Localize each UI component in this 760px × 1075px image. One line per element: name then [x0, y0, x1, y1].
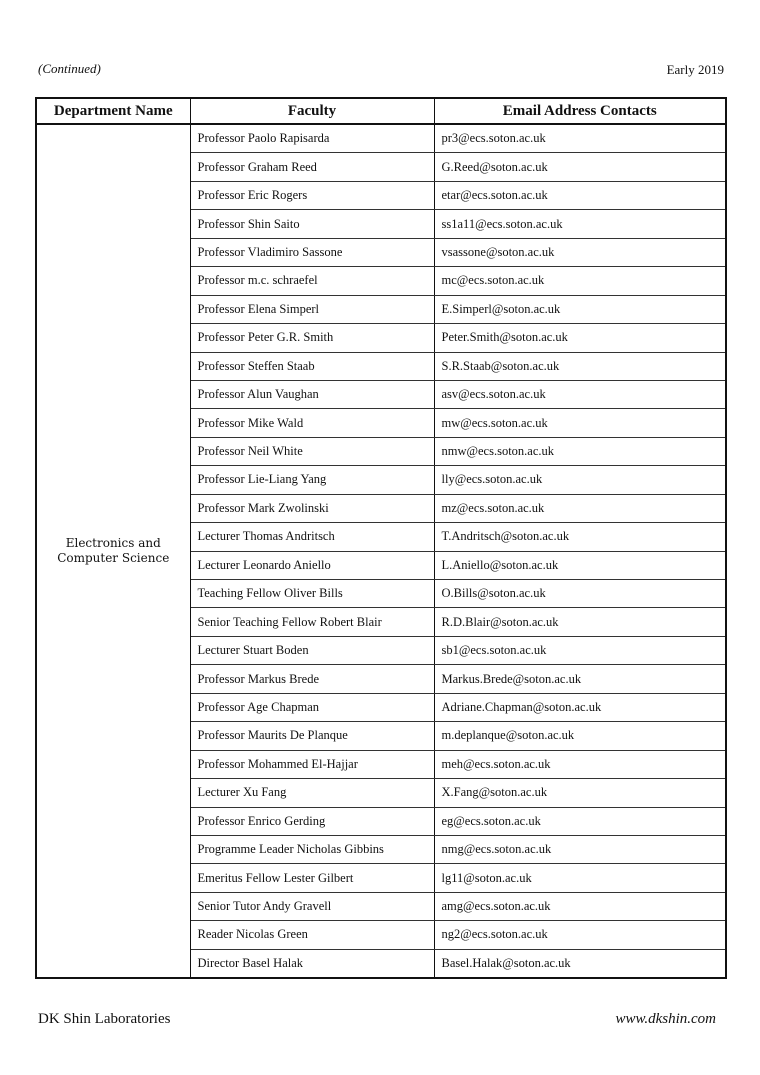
email-cell: lly@ecs.soton.ac.uk [434, 466, 726, 494]
email-cell: asv@ecs.soton.ac.uk [434, 380, 726, 408]
email-cell: S.R.Staab@soton.ac.uk [434, 352, 726, 380]
column-header-email: Email Address Contacts [434, 98, 726, 124]
faculty-cell: Professor Mike Wald [190, 409, 434, 437]
faculty-cell: Lecturer Leonardo Aniello [190, 551, 434, 579]
faculty-cell: Reader Nicolas Green [190, 921, 434, 949]
faculty-cell: Professor Elena Simperl [190, 295, 434, 323]
email-cell: meh@ecs.soton.ac.uk [434, 750, 726, 778]
email-cell: mw@ecs.soton.ac.uk [434, 409, 726, 437]
faculty-cell: Professor Mark Zwolinski [190, 494, 434, 522]
faculty-cell: Director Basel Halak [190, 949, 434, 978]
faculty-cell: Professor Alun Vaughan [190, 380, 434, 408]
faculty-cell: Professor Peter G.R. Smith [190, 324, 434, 352]
continued-label: (Continued) [38, 61, 101, 76]
column-header-department: Department Name [36, 98, 190, 124]
email-cell: eg@ecs.soton.ac.uk [434, 807, 726, 835]
email-cell: O.Bills@soton.ac.uk [434, 580, 726, 608]
faculty-cell: Lecturer Stuart Boden [190, 636, 434, 664]
table-row [36, 124, 726, 153]
email-cell: Peter.Smith@soton.ac.uk [434, 324, 726, 352]
faculty-cell: Professor Shin Saito [190, 210, 434, 238]
faculty-cell: Professor Maurits De Planque [190, 722, 434, 750]
faculty-cell: Professor Eric Rogers [190, 181, 434, 209]
email-cell: sb1@ecs.soton.ac.uk [434, 636, 726, 664]
faculty-cell: Professor Enrico Gerding [190, 807, 434, 835]
email-cell: L.Aniello@soton.ac.uk [434, 551, 726, 579]
email-cell: lg11@soton.ac.uk [434, 864, 726, 892]
footer-website: www.dkshin.com [615, 1011, 716, 1027]
email-cell: amg@ecs.soton.ac.uk [434, 892, 726, 920]
email-cell: Adriane.Chapman@soton.ac.uk [434, 693, 726, 721]
faculty-cell: Emeritus Fellow Lester Gilbert [190, 864, 434, 892]
faculty-cell: Senior Tutor Andy Gravell [190, 892, 434, 920]
footer-lab-name: DK Shin Laboratories [38, 1011, 171, 1027]
faculty-cell: Professor Graham Reed [190, 153, 434, 181]
email-cell: nmg@ecs.soton.ac.uk [434, 835, 726, 863]
faculty-cell: Professor Paolo Rapisarda [190, 124, 434, 153]
contacts-table [35, 97, 727, 979]
email-cell: nmw@ecs.soton.ac.uk [434, 437, 726, 465]
email-cell: Markus.Brede@soton.ac.uk [434, 665, 726, 693]
email-cell: E.Simperl@soton.ac.uk [434, 295, 726, 323]
email-cell: m.deplanque@soton.ac.uk [434, 722, 726, 750]
email-cell: T.Andritsch@soton.ac.uk [434, 523, 726, 551]
department-name-cell: Electronics and Computer Science [36, 124, 190, 978]
faculty-cell: Lecturer Xu Fang [190, 779, 434, 807]
faculty-cell: Teaching Fellow Oliver Bills [190, 580, 434, 608]
email-cell: ss1a11@ecs.soton.ac.uk [434, 210, 726, 238]
faculty-cell: Professor Vladimiro Sassone [190, 238, 434, 266]
date-label: Early 2019 [666, 62, 724, 77]
email-cell: X.Fang@soton.ac.uk [434, 779, 726, 807]
faculty-cell: Professor m.c. schraefel [190, 267, 434, 295]
table-header-row [36, 98, 726, 124]
faculty-cell: Professor Mohammed El-Hajjar [190, 750, 434, 778]
email-cell: R.D.Blair@soton.ac.uk [434, 608, 726, 636]
faculty-cell: Professor Steffen Staab [190, 352, 434, 380]
table-body [36, 124, 726, 978]
email-cell: etar@ecs.soton.ac.uk [434, 181, 726, 209]
faculty-cell: Professor Age Chapman [190, 693, 434, 721]
faculty-cell: Professor Lie-Liang Yang [190, 466, 434, 494]
faculty-cell: Senior Teaching Fellow Robert Blair [190, 608, 434, 636]
email-cell: mz@ecs.soton.ac.uk [434, 494, 726, 522]
faculty-cell: Professor Neil White [190, 437, 434, 465]
email-cell: vsassone@soton.ac.uk [434, 238, 726, 266]
faculty-cell: Programme Leader Nicholas Gibbins [190, 835, 434, 863]
email-cell: G.Reed@soton.ac.uk [434, 153, 726, 181]
column-header-faculty: Faculty [190, 98, 434, 124]
email-cell: ng2@ecs.soton.ac.uk [434, 921, 726, 949]
email-cell: pr3@ecs.soton.ac.uk [434, 124, 726, 153]
faculty-cell: Lecturer Thomas Andritsch [190, 523, 434, 551]
email-cell: Basel.Halak@soton.ac.uk [441, 955, 571, 970]
email-cell: mc@ecs.soton.ac.uk [434, 267, 726, 295]
faculty-cell: Professor Markus Brede [190, 665, 434, 693]
